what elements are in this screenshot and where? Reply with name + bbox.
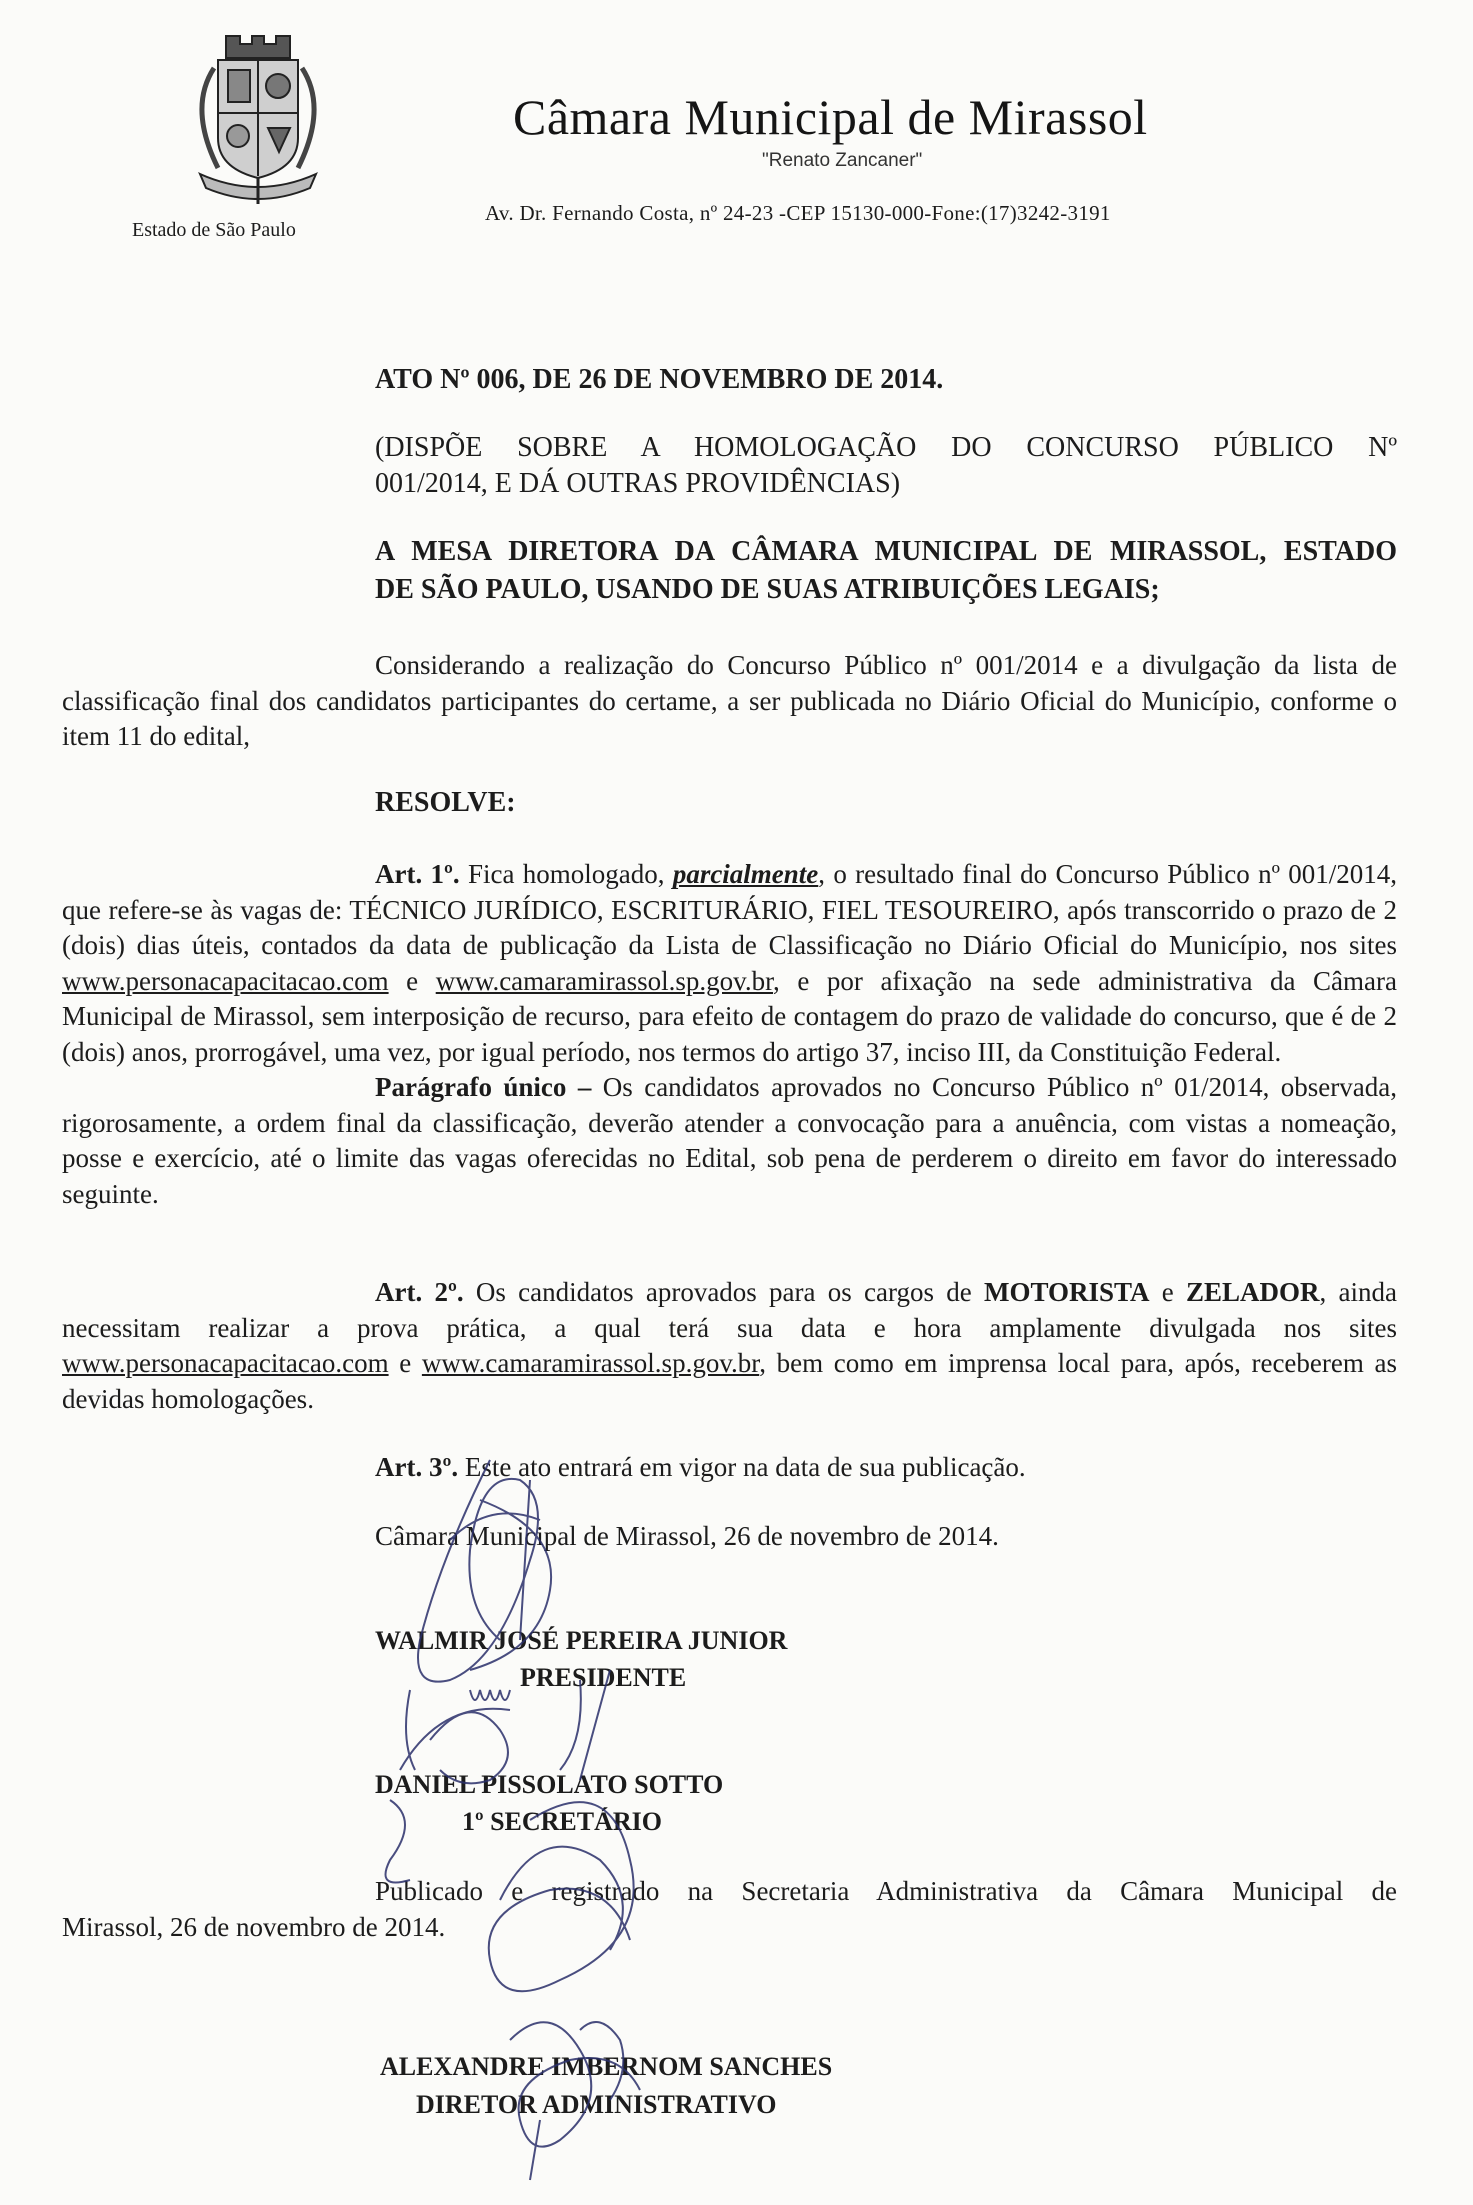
publication-note xyxy=(62,1874,1397,1945)
ementa-line-2: 001/2014, E DÁ OUTRAS PROVIDÊNCIAS) xyxy=(375,468,901,499)
resolve-heading: RESOLVE: xyxy=(375,787,516,818)
paragrafo-unico-label: Parágrafo único – xyxy=(375,1072,592,1102)
act-title: ATO Nº 006, DE 26 DE NOVEMBRO DE 2014. xyxy=(375,364,944,395)
president-role: PRESIDENTE xyxy=(520,1663,687,1692)
art1-and: e xyxy=(406,965,419,996)
art1-site-2-link[interactable]: www.camaramirassol.sp.gov.br xyxy=(435,965,774,996)
considerando-paragraph xyxy=(62,648,1397,755)
director-role: DIRETOR ADMINISTRATIVO xyxy=(416,2090,777,2119)
mesa-diretora-heading xyxy=(375,533,1397,609)
art2-text-b: , ainda necessitam realizar a prova prática, a qual terá sua data e hora amplamente divulgada nos sites xyxy=(62,1277,1398,1343)
article-2 xyxy=(62,1275,1397,1417)
institution-address: Av. Dr. Fernando Costa, nº 24-23 -CEP 15130-000-Fone:(17)3242-3191 xyxy=(485,201,1111,225)
institution-name: Câmara Municipal de Mirassol xyxy=(513,89,1148,145)
art1-text-b: , o resultado final do Concurso Público nº 001/2014, que refere-se às vagas de: TÉCNICO JURÍDICO, ESCRITURÁRIO, FIEL TESOUREIRO, após transcorrido o prazo de 2 (dois) dias úteis, contados da data de publicação da Lista de Classificação no Diário Oficial do Município, nos sites xyxy=(62,859,1397,960)
considerando-text: Considerando a realização do Concurso Público nº 001/2014 e a divulgação da lista de classificação final dos candidatos participantes do certame, a ser publicada no Diário Oficial do Município, conforme o item 11 do edital, xyxy=(62,650,1397,751)
article-3 xyxy=(375,1450,1026,1486)
art2-cargo-1: MOTORISTA xyxy=(983,1277,1150,1307)
institution-subtitle: "Renato Zancaner" xyxy=(762,150,923,171)
mesa-line-1: A MESA DIRETORA DA CÂMARA MUNICIPAL DE MIRASSOL, ESTADO xyxy=(375,536,1397,567)
art2-text-c: , bem como em imprensa local para, após, receberem as devidas homologações. xyxy=(62,1348,1398,1414)
municipal-coat-of-arms-icon xyxy=(178,28,338,206)
art1-site-1-link[interactable]: www.personacapacitacao.com xyxy=(62,965,389,996)
paragrafo-unico-text: Os candidatos aprovados no Concurso Público nº 01/2014, observada, rigorosamente, a ordem final da classificação, deverão atender a convocação para a anuência, com vistas a nomeação, posse e exercício, até o limite das vagas oferecidas no Edital, sob pena de perderem o direito em favor do interessado seguinte. xyxy=(62,1072,1397,1209)
art1-label: Art. 1º. xyxy=(375,859,460,889)
art2-text-a: Os candidatos aprovados para os cargos de xyxy=(475,1277,972,1307)
art1-emphasis: parcialmente xyxy=(672,859,819,889)
director-name: ALEXANDRE IMBERNOM SANCHES xyxy=(380,2052,833,2081)
secretary-role: 1º SECRETÁRIO xyxy=(462,1807,663,1836)
art2-and: e xyxy=(1161,1277,1174,1307)
art2-and-2: e xyxy=(399,1348,412,1378)
art1-text-c: , e por afixação na sede administrativa da Câmara Municipal de Mirassol, sem interposição de recurso, para efeito de contagem do prazo de validade do concurso, que é de 2 (dois) anos, prorrogável, uma vez, por igual período, nos termos do artigo 37, inciso III, da Constituição Federal. xyxy=(62,965,1398,1067)
art2-label: Art. 2º. xyxy=(375,1277,464,1307)
place-and-date: Câmara Municipal de Mirassol, 26 de novembro de 2014. xyxy=(375,1521,999,1551)
art2-cargo-2: ZELADOR xyxy=(1186,1277,1320,1307)
secretary-name: DANIEL PISSOLATO SOTTO xyxy=(375,1770,724,1799)
publication-line-1: Publicado e registrado na Secretaria Administrativa da Câmara Municipal de xyxy=(375,1876,1397,1906)
article-1 xyxy=(62,857,1397,1212)
art3-label: Art. 3º. xyxy=(375,1452,459,1482)
mesa-line-2: DE SÃO PAULO, USANDO DE SUAS ATRIBUIÇÕES LEGAIS; xyxy=(375,574,1160,605)
art2-site-1-link[interactable]: www.personacapacitacao.com xyxy=(62,1348,389,1378)
art2-site-2-link[interactable]: www.camaramirassol.sp.gov.br xyxy=(421,1348,760,1378)
act-ementa xyxy=(375,430,1397,502)
art3-text: Este ato entrará em vigor na data de sua publicação. xyxy=(464,1452,1026,1482)
state-label: Estado de São Paulo xyxy=(132,219,296,241)
publication-line-2: Mirassol, 26 de novembro de 2014. xyxy=(62,1911,446,1942)
president-name: WALMIR JOSÉ PEREIRA JUNIOR xyxy=(375,1626,788,1655)
art1-text-a: Fica homologado, xyxy=(467,859,665,889)
ementa-line-1: (DISPÕE SOBRE A HOMOLOGAÇÃO DO CONCURSO PÚBLICO Nº xyxy=(375,432,1397,463)
